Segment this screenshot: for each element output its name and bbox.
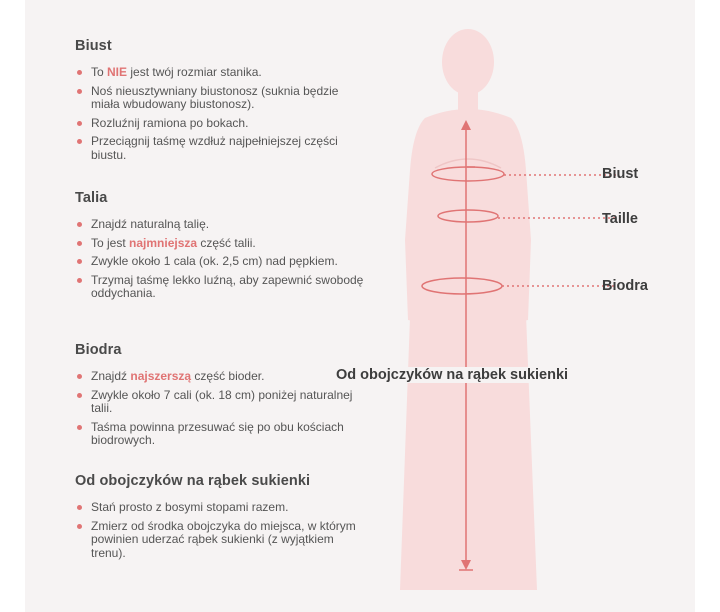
instruction-text: część bioder. <box>191 369 265 383</box>
size-guide-panel <box>25 0 695 612</box>
instruction-text: Zwykle około 7 cali (ok. 18 cm) poniżej naturalnej talii. <box>91 387 353 415</box>
section-title: Od obojczyków na rąbek sukienki <box>75 473 311 489</box>
dress-silhouette-figure <box>25 0 695 612</box>
bust-label: Biust <box>602 166 639 182</box>
instruction-text: Zmierz od środka obojczyka do miejsca, w którym powinien uderzać rąbek sukienki (z wyjątkiem trenu). <box>91 518 356 560</box>
instruction-text: Trzymaj taśmę lekko luźną, aby zapewnić swobodę oddychania. <box>91 272 364 300</box>
section-title: Biodra <box>75 342 122 358</box>
silhouette <box>400 29 537 590</box>
section-title: Biust <box>75 38 112 54</box>
section-title: Talia <box>75 190 108 206</box>
highlight-text: NIE <box>107 65 128 79</box>
instruction-text: Rozluźnij ramiona po bokach. <box>91 115 249 130</box>
instruction-text: To <box>91 65 108 79</box>
instruction-text: Stań prosto z bosymi stopami razem. <box>91 500 289 514</box>
instruction-text: jest twój rozmiar stanika. <box>127 65 262 79</box>
instruction-text: Znajdź <box>91 369 131 383</box>
instruction-text: Taśma powinna przesuwać się po obu kościach biodrowych. <box>91 419 344 447</box>
instruction-text: Przeciągnij taśmę wzdłuż najpełniejszej części biustu. <box>91 134 338 162</box>
instruction-text: część talii. <box>197 235 256 250</box>
length-label: Od obojczyków na rąbek sukienki <box>336 367 569 383</box>
instruction-text: To jest <box>91 235 130 250</box>
instruction-text: Znajdź naturalną talię. <box>91 217 210 231</box>
highlight-text: najszerszą <box>130 369 192 383</box>
instruction-text: Noś nieusztywniany biustonosz (suknia będzie miała wbudowany biustonosz). <box>91 83 339 111</box>
waist-label: Taille <box>602 211 638 227</box>
instruction-text: Zwykle około 1 cala (ok. 2,5 cm) nad pępkiem. <box>91 254 338 268</box>
hips-label: Biodra <box>602 278 648 294</box>
highlight-text: najmniejsza <box>129 235 198 250</box>
